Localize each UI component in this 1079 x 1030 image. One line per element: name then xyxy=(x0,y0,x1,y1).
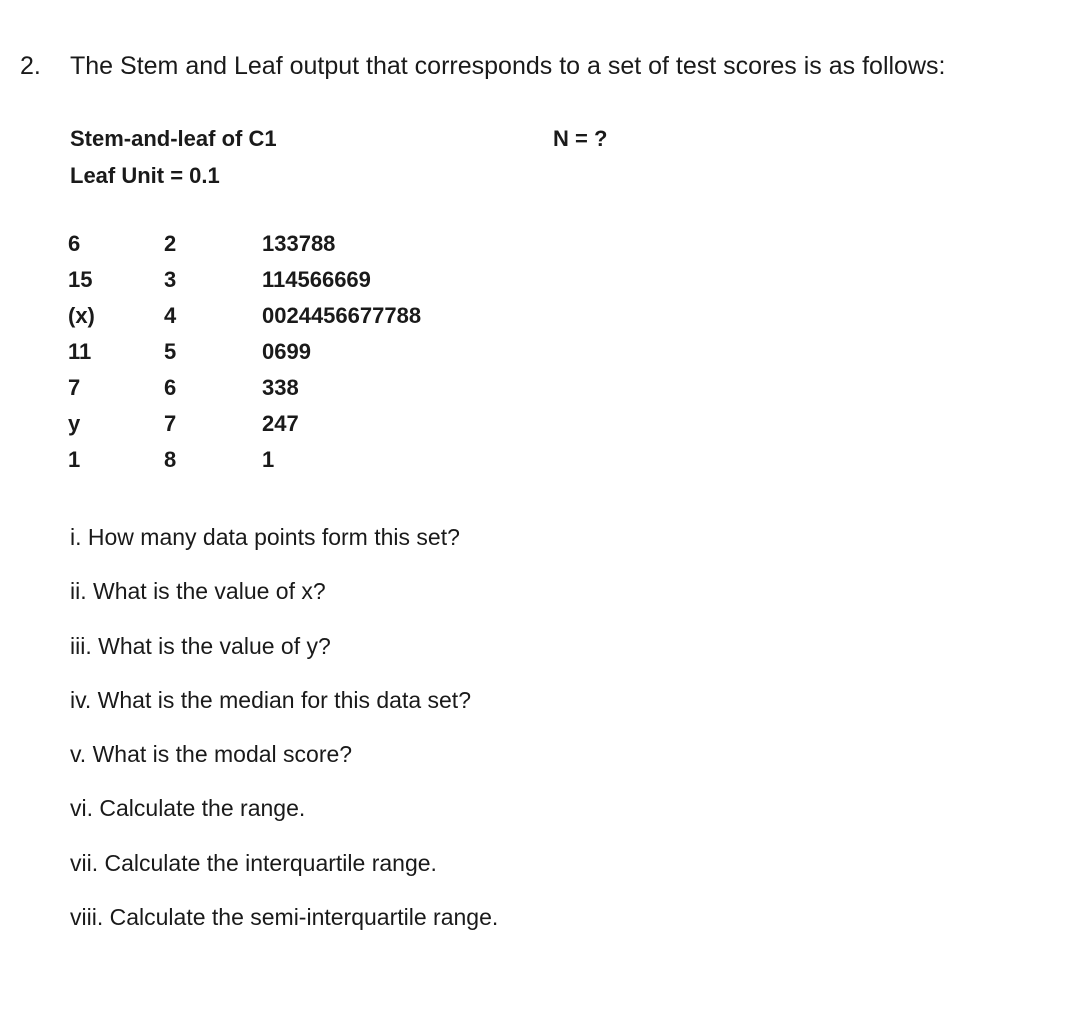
stem-leaf-row xyxy=(0,303,700,337)
depth-cell: (x) xyxy=(68,303,95,328)
leaf-unit-label: Leaf Unit = 0.1 xyxy=(70,163,220,188)
leaves-cell: 114566669 xyxy=(262,267,371,292)
stem-leaf-title: Stem-and-leaf of C1 xyxy=(70,126,277,151)
stem-cell: 8 xyxy=(164,447,177,472)
leaves-cell: 247 xyxy=(262,411,299,436)
sub-question: i. How many data points form this set? xyxy=(70,524,460,550)
stem-cell: 3 xyxy=(164,267,177,292)
stem-leaf-row xyxy=(0,447,700,481)
stem-cell: 6 xyxy=(164,375,177,400)
sub-question: iii. What is the value of y? xyxy=(70,632,331,659)
stem-leaf-row xyxy=(0,231,700,265)
sub-question-list xyxy=(70,522,498,956)
sub-question: vii. Calculate the interquartile range. xyxy=(70,849,437,876)
leaves-cell: 1 xyxy=(262,447,275,472)
depth-cell: y xyxy=(68,411,81,436)
stem-cell: 7 xyxy=(164,411,177,436)
depth-cell: 1 xyxy=(68,447,81,472)
leaves-cell: 133788 xyxy=(262,231,336,256)
question-number: 2. xyxy=(20,52,41,80)
sub-question: iv. What is the median for this data set? xyxy=(70,686,471,713)
leaves-cell: 0024456677788 xyxy=(262,303,422,328)
stem-leaf-row xyxy=(0,267,700,301)
sub-question: v. What is the modal score? xyxy=(70,741,353,768)
leaves-cell: 0699 xyxy=(262,339,311,364)
stem-cell: 5 xyxy=(164,339,177,364)
stem-cell: 4 xyxy=(164,303,177,328)
sub-question: vi. Calculate the range. xyxy=(70,795,306,822)
leaves-cell: 338 xyxy=(262,375,299,400)
sub-question: ii. What is the value of x? xyxy=(70,578,326,605)
depth-cell: 7 xyxy=(68,375,81,400)
stem-leaf-row xyxy=(0,375,700,409)
depth-cell: 15 xyxy=(68,267,93,292)
question-intro: The Stem and Leaf output that corresponds to a set of test scores is as follows: xyxy=(70,52,946,80)
depth-cell: 6 xyxy=(68,231,81,256)
stem-leaf-row xyxy=(0,339,700,373)
depth-cell: 11 xyxy=(68,339,92,364)
stem-cell: 2 xyxy=(164,231,177,256)
sample-size-label: N = ? xyxy=(553,126,608,151)
sub-question: viii. Calculate the semi-interquartile range. xyxy=(70,904,499,931)
stem-leaf-row xyxy=(0,411,700,445)
